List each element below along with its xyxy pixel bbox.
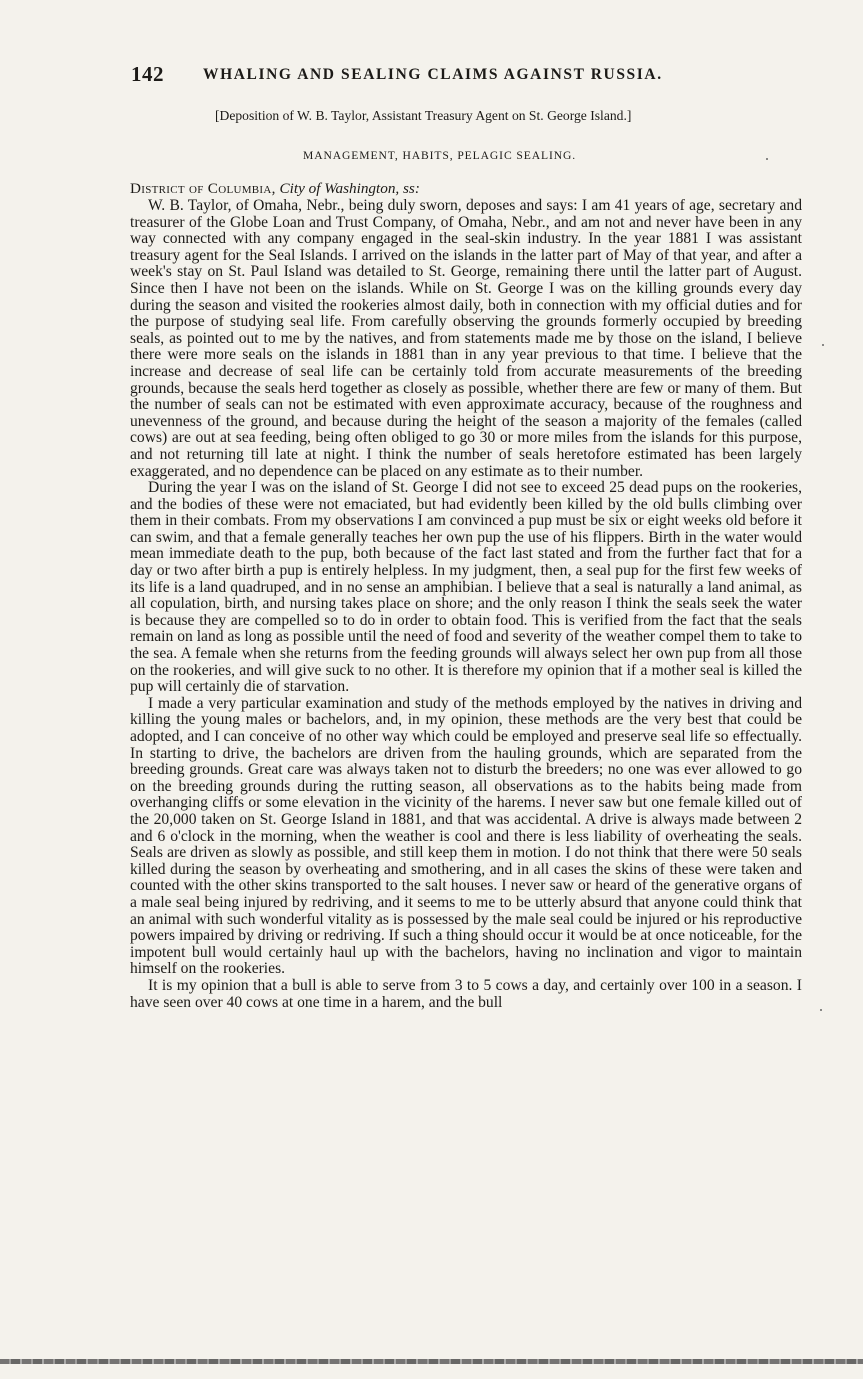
scan-edge <box>0 1359 863 1364</box>
body-paragraph: W. B. Taylor, of Omaha, Nebr., being duly sworn, deposes and says: I am 41 years of age, secretary and treasurer of the Globe Loan and Trust Company, of Omaha, Nebr., and am not and never have been in any way connected with any company engaged in the seal-skin industry. In the year 1881 I was assistant treasury agent for the Seal Islands. I arrived on the islands in the latter part of May of that year, and after a week's stay on St. Paul Island was detailed to St. George, remaining there until the latter part of August. Since then I have not been on the islands. While on St. George I was on the killing grounds every day during the season and visited the rookeries almost daily, both in connection with my official duties and for the purpose of studying seal life. From carefully observing the grounds formerly occupied by breeding seals, as pointed out to me by the natives, and from statements made me by those on the island, I believe there were more seals on the islands in 1881 than in any year previous to that time. I believe that the increase and decrease of seal life can be certainly told from accurate measurements of the breeding grounds, because the seals herd together as closely as possible, whether there are few or many of them. But the number of seals can not be estimated with even approximate accuracy, because of the roughness and unevenness of the ground, and because during the height of the season a majority of the females (called cows) are out at sea feeding, being often obliged to go 30 or more miles from the islands for this purpose, and not returning till late at night. I think the number of seals heretofore estimated has been largely exaggerated, and no dependence can be placed on any estimate as to their number. <box>130 197 802 480</box>
body-paragraph: It is my opinion that a bull is able to serve from 3 to 5 cows a day, and certainly over 100 in a season. I have seen over 40 cows at one time in a harem, and the bull <box>130 976 802 1011</box>
venue-city: City of Washington, ss: <box>279 180 420 197</box>
venue-district: District of Columbia, <box>130 180 276 197</box>
paper-speck <box>822 344 824 346</box>
running-head: WHALING AND SEALING CLAIMS AGAINST RUSSIA. <box>203 66 663 83</box>
body-paragraph: I made a very particular examination and study of the methods employed by the natives in driving and killing the young males or bachelors, and, in my opinion, these methods are the very best that could be adopted, and I can conceive of no other way which could be employed and preserve seal life so effectually. In starting to drive, the bachelors are driven from the hauling grounds, which are separated from the breeding grounds. Great care was always taken not to disturb the breeders; no one was ever allowed to go on the breeding grounds during the rutting season, all observations as to the habits being made from overhanging cliffs or some elevation in the vicinity of the harems. I never saw but one female killed out of the 20,000 taken on St. George Island in 1881, and that was accidental. A drive is always made between 2 and 6 o'clock in the morning, when the weather is cool and there is less liability of overheating the seals. Seals are driven as slowly as possible, and still keep them in motion. I do not think that there were 50 seals killed during the season by overheating and smothering, and in all cases the skins of these were taken and counted with the other skins transported to the salt houses. I never saw or heard of the generative organs of a male seal being injured by redriving, and it seems to me to be utterly absurd that anyone could think that an animal with such wonderful vitality as is possessed by the male seal could be injured or his reproductive powers impaired by driving or redriving. If such a thing should occur it would be at once noticeable, for the impotent bull would certainly haul up with the bachelors, having no inclination and vigor to maintain himself on the rookeries. <box>130 694 802 978</box>
page-number: 142 <box>131 62 164 86</box>
deposition-subhead: [Deposition of W. B. Taylor, Assistant Treasury Agent on St. George Island.] <box>215 108 632 123</box>
venue-line <box>130 180 420 198</box>
body-paragraph: During the year I was on the island of St. George I did not see to exceed 25 dead pups on the rookeries, and the bodies of these were not emaciated, but had evidently been killed by the old bulls climbing over them in their combats. From my observations I am convinced a pup must be six or eight weeks old before it can swim, and that a female generally teaches her own pup the use of his flippers. Birth in the water would mean immediate death to the pup, both because of the fact last stated and from the further fact that for a day or two after birth a pup is entirely helpless. In my judgment, then, a seal pup for the first few weeks of its life is a land quadruped, and in no sense an amphibian. I believe that a seal is naturally a land animal, as all copulation, birth, and nursing takes place on shore; and the only reason I think the seals seek the water is because they are compelled so to do in order to obtain food. This is verified from the fact that the seals remain on land as long as possible until the need of food and severity of the weather compel them to take to the sea. A female when she returns from the feeding grounds will always select her own pup from all those on the rookeries, and will give suck to no other. It is therefore my opinion that if a mother seal is killed the pup will certainly die of starvation. <box>130 479 802 696</box>
paper-speck <box>766 158 768 160</box>
topic-heading: MANAGEMENT, HABITS, PELAGIC SEALING. <box>303 149 577 162</box>
paper-speck <box>820 1009 822 1011</box>
page-header <box>131 62 811 90</box>
deposition-body <box>130 198 802 1011</box>
